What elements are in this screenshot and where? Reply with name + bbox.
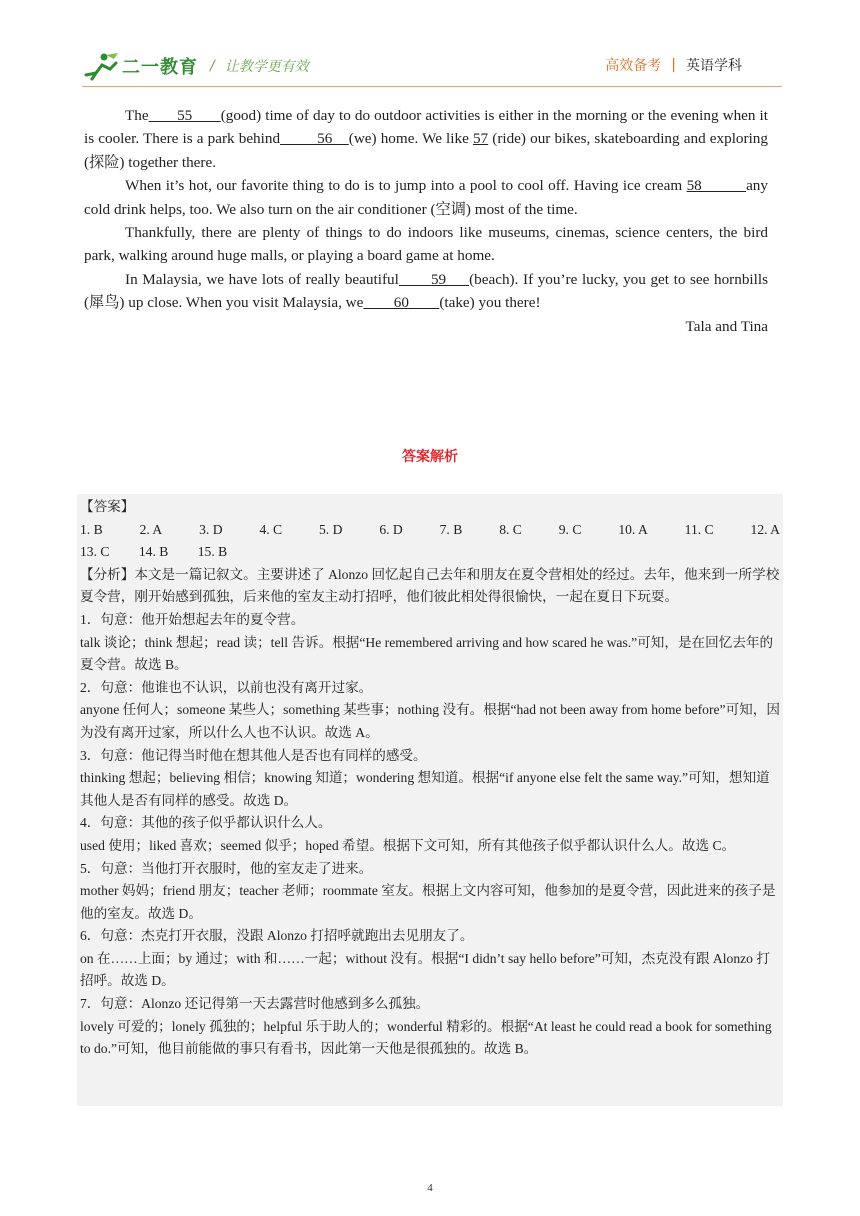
header-separator: | — [671, 57, 676, 73]
answer-item: 3. D — [199, 521, 223, 537]
text-run: (ride) our bikes, skateboarding and exploring (探险) together there. — [84, 130, 768, 171]
analysis-q1: 1．句意：他开始想起去年的夏令营。 — [80, 611, 305, 627]
text-run: (take) you there! — [439, 294, 541, 312]
header-right — [605, 55, 742, 75]
answer-item: 6. D — [379, 521, 403, 537]
brand-logo — [82, 50, 309, 82]
passage-paragraph-1 — [84, 104, 768, 174]
answer-item: 10. A — [618, 521, 648, 537]
analysis-e6: on 在……上面；by 通过；with 和……一起；without 没有。根据“I didn’t say hello before”可知，杰克没有跟 Alonzo 打招呼。故选 D。 — [80, 950, 770, 989]
text-run: The — [125, 107, 149, 124]
answer-item: 7. B — [439, 521, 463, 537]
answer-item: 1. B — [80, 521, 103, 537]
analysis-q2: 2．句意：他谁也不认识，以前也没有离开过家。 — [80, 679, 373, 695]
blank-58: 58 — [686, 177, 747, 195]
analysis-e2: anyone 任何人；someone 某些人；something 某些事；nothing 没有。根据“had not been away from home before”可知，因为没有离开过家，所以什么人也不认识。故选 A。 — [80, 702, 780, 740]
answer-row-2 — [80, 541, 780, 564]
text-run: When it’s hot, our favorite thing to do is to jump into a pool to cool off. Having ice cream — [125, 177, 687, 195]
passage-paragraph-2 — [84, 174, 768, 221]
blank-57: 57 — [472, 130, 489, 148]
answer-box — [77, 494, 783, 1106]
answer-item: 13. C — [80, 544, 110, 560]
text-run: In Malaysia, we have lots of really beautiful — [125, 270, 399, 288]
answer-item: 11. C — [684, 521, 714, 537]
header-subject: 英语学科 — [686, 58, 742, 74]
passage-paragraph-3: Thankfully, there are plenty of things to do indoors like museums, cinemas, science centers, the bird park, walking around huge malls, or playing a board game at home. — [84, 224, 768, 265]
header-divider — [82, 86, 782, 87]
runner-icon — [82, 51, 120, 81]
analysis-summary: 【分析】本文是一篇记叙文。主要讲述了 Alonzo 回忆起自己去年和朋友在夏令营相处的经过。去年，他来到一所学校夏令营，刚开始感到孤独，后来他的室友主动打招呼，他们彼此相处得很愉快，一起在夏日下玩耍。 — [80, 566, 780, 605]
analysis-q3: 3．句意：他记得当时他在想其他人是否也有同样的感受。 — [80, 747, 427, 763]
analysis-e4: used 使用；liked 喜欢；seemed 似乎；hoped 希望。根据下文可知，所有其他孩子似乎都认识什么人。故选 C。 — [80, 837, 736, 853]
analysis-e5: mother 妈妈；friend 朋友；teacher 老师；roommate 室友。根据上文内容可知，他参加的是夏令营，因此进来的孩子是他的室友。故选 D。 — [80, 883, 776, 921]
answer-item: 4. C — [259, 521, 283, 537]
blank-56: 56 — [280, 130, 349, 148]
reading-passage — [84, 104, 768, 338]
blank-55: 55 — [148, 107, 221, 124]
analysis-e7: lovely 可爱的；lonely 孤独的；helpful 乐于助人的；wonderful 精彩的。根据“At least he could read a book for something to do.”可知，他目前能做的事只有看书，因此第一天他是很孤独的。故选 B。 — [80, 1018, 772, 1057]
analysis-q5: 5．句意：当他打开衣服时，他的室友走了进来。 — [80, 860, 373, 876]
text-run: (good) time of day to do outdoor activities is either in the morning or the evening when it is cooler. There is a park behind — [84, 107, 768, 148]
page-number: 4 — [427, 1182, 433, 1194]
text-run: (we) home. We like — [348, 130, 473, 148]
answer-item: 2. A — [139, 521, 163, 537]
answer-item: 8. C — [499, 521, 522, 537]
answer-item: 5. D — [319, 521, 343, 537]
text-run: (beach). If you’re lucky, you get to see hornbills (犀鸟) up close. When you visit Malaysia, we — [84, 270, 768, 312]
answer-item: 12. A — [750, 521, 780, 537]
blank-59: 59 — [398, 270, 470, 288]
brand-slogan: 让教学更有效 — [224, 59, 309, 75]
brand-slash: / — [210, 58, 215, 74]
answer-item: 14. B — [138, 544, 169, 560]
analysis-q7: 7．句意：Alonzo 还记得第一天去露营时他感到多么孤独。 — [80, 996, 430, 1012]
page-header — [0, 0, 860, 90]
brand-name: 二一教育 — [122, 57, 198, 78]
answer-section-title: 答案解析 — [402, 449, 458, 465]
answer-row-1 — [80, 519, 780, 542]
passage-paragraph-4 — [84, 268, 768, 315]
answer-item: 9. C — [558, 521, 582, 537]
blank-60: 60 — [363, 294, 440, 312]
analysis-q6: 6．句意：杰克打开衣服，没跟 Alonzo 打招呼就跑出去见朋友了。 — [80, 928, 474, 944]
analysis-q4: 4．句意：其他的孩子似乎都认识什么人。 — [80, 815, 332, 831]
answer-item: 15. B — [197, 544, 228, 560]
answer-label: 【答案】 — [80, 499, 135, 514]
passage-signature: Tala and Tina — [685, 317, 768, 335]
analysis-e1: talk 谈论；think 想起；read 读；tell 告诉。根据“He remembered arriving and how scared he was.”可知，是在回忆去年的夏令营。故选 B。 — [80, 634, 774, 673]
text-run: any cold drink helps, too. We also turn on the air conditioner (空调) most of the time. — [84, 177, 768, 218]
header-exam: 高效备考 — [605, 58, 662, 74]
analysis-e3: thinking 想起；believing 相信；knowing 知道；wondering 想知道。根据“if anyone else felt the same way.”可知，想知道其他人是否有同样的感受。故选 D。 — [80, 770, 770, 808]
